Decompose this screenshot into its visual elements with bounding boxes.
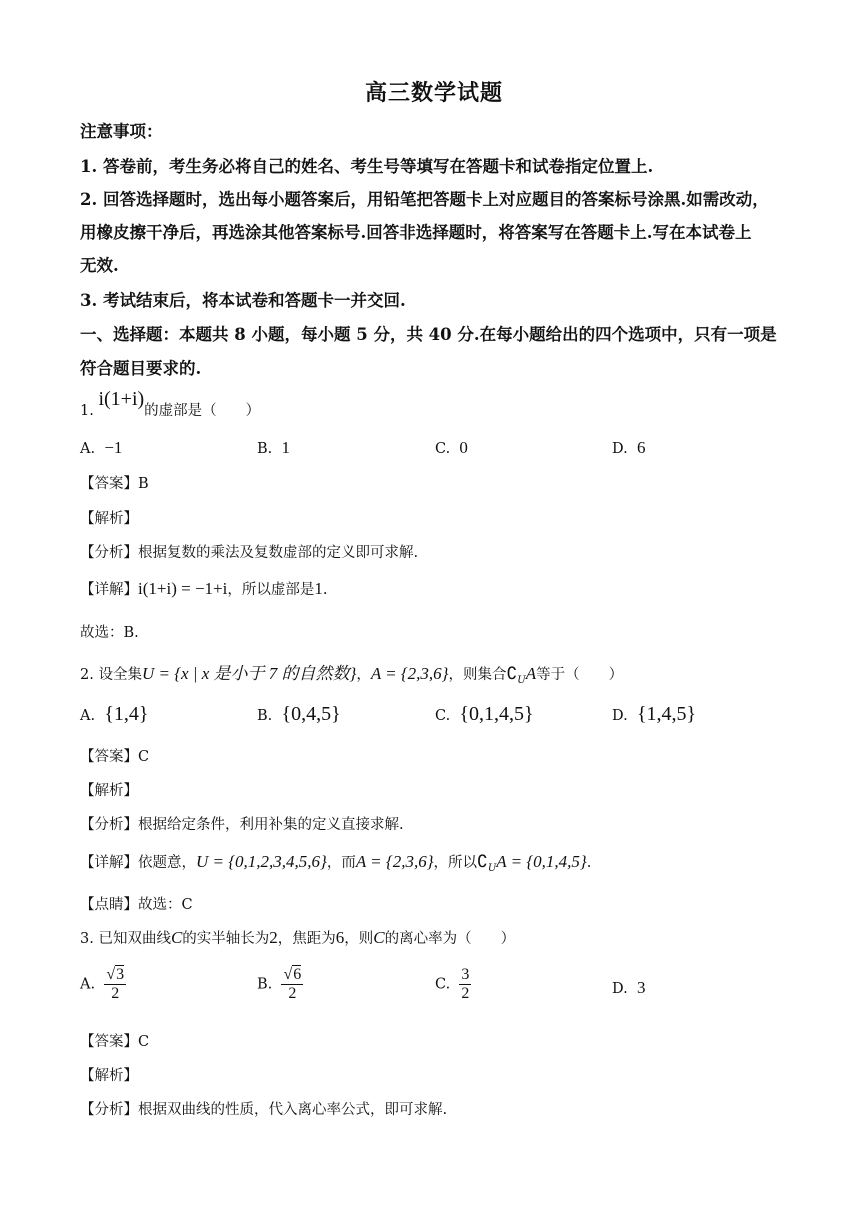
fraction: $\frac{√6}{2}$ [283, 966, 302, 1002]
question-2-universal-set: U = {x | x 是小于 7 的自然数} [141, 664, 357, 683]
question-3-text: 的实半轴长为 [182, 931, 270, 947]
q2-option-d [612, 703, 696, 726]
fraction-denominator: 2 [461, 985, 470, 1002]
q3-option-c [435, 966, 471, 1003]
xiangjie-text: ，所以 [433, 855, 478, 871]
q2-dianjing [80, 893, 193, 914]
page-title: 高三数学试题 [364, 80, 503, 106]
q2-answer [80, 745, 149, 766]
xiangjie-label: 【详解】 [80, 855, 138, 871]
option-value: −1 [104, 438, 123, 457]
option-value: 3 [636, 978, 646, 997]
xiangjie-text: ，而 [326, 855, 356, 871]
xiangjie-text: 依题意， [138, 855, 196, 871]
fraction-numerator: 6 [293, 966, 302, 983]
notice-item-1: 1. 答卷前，考生务必将自己的姓名、考生号等填写在答题卡和试卷指定位置上. [80, 157, 654, 176]
option-label: B. [257, 976, 273, 993]
fraction-numerator: 3 [116, 966, 125, 983]
question-1-number: 1. [80, 403, 94, 419]
q1-xiangjie [80, 578, 327, 599]
xiangjie-value: 1 [314, 579, 323, 598]
q1-option-a [80, 438, 122, 458]
semi-axis-value: 2 [269, 928, 278, 947]
fraction-denominator: 2 [281, 984, 303, 1003]
q1-option-c [435, 438, 468, 458]
xiangjie-expression: i(1+i) = −1+i [138, 579, 228, 598]
xiangjie-end: . [586, 855, 592, 871]
xiangjie-result: A = {0,1,4,5} [496, 852, 587, 871]
focal-distance-value: 6 [335, 928, 345, 947]
q2-fenxi [80, 813, 404, 834]
option-label: C. [435, 976, 451, 993]
option-label: A. [80, 708, 96, 724]
option-label: D. [612, 708, 628, 724]
q1-choice [80, 621, 139, 642]
q1-option-b [257, 438, 290, 458]
q1-analysis-label: 【解析】 [80, 511, 138, 527]
fraction: $\frac{√3}{2}$ [106, 966, 125, 1002]
q3-answer [80, 1030, 149, 1051]
option-label: A. [80, 976, 96, 993]
notice-item-3: 3. 考试结束后，将本试卷和答题卡一并交回. [80, 291, 406, 310]
q2-option-c [435, 703, 534, 726]
xiangjie-universal-set: U = {0,1,2,3,4,5,6} [196, 852, 327, 871]
question-3 [80, 927, 515, 948]
answer-value: B [138, 476, 149, 492]
q3-analysis-label: 【解析】 [80, 1068, 138, 1084]
question-2 [80, 659, 623, 686]
complement-subscript: U [487, 862, 497, 874]
question-1 [80, 388, 261, 421]
choice-value: B. [123, 625, 139, 641]
dianjing-text: 故选：C [138, 897, 193, 913]
fenxi-text: 根据复数的乘法及复数虚部的定义即可求解. [138, 545, 419, 561]
option-label: D. [612, 441, 628, 457]
q2-analysis-label: 【解析】 [80, 783, 138, 799]
choice-label: 故选： [80, 625, 124, 641]
option-label: B. [257, 708, 273, 724]
fenxi-label: 【分析】 [80, 1102, 138, 1118]
fenxi-text: 根据给定条件，利用补集的定义直接求解. [138, 817, 404, 833]
notice-item-2-line-2: 用橡皮擦干净后，再选涂其他答案标号.回答非选择题时，将答案写在答题卡上.写在本试卷上 [80, 223, 752, 242]
complement-symbol: ∁ [506, 664, 518, 683]
question-3-number: 3. 已知双曲线 [80, 931, 171, 947]
question-3-text-end: 的离心率为（ ） [384, 931, 516, 947]
q3-fenxi [80, 1098, 447, 1119]
option-label: B. [257, 441, 273, 457]
notice-heading: 注意事项： [80, 122, 163, 141]
q2-xiangjie [80, 851, 591, 874]
q2-option-b [257, 703, 341, 726]
q3-option-b [257, 966, 303, 1003]
q1-fenxi [80, 541, 418, 562]
fenxi-label: 【分析】 [80, 545, 138, 561]
question-2-text-end: 等于（ ） [536, 667, 624, 683]
answer-label: 【答案】 [80, 476, 138, 492]
fenxi-text: 根据双曲线的性质，代入离心率公式，即可求解. [138, 1102, 448, 1118]
notice-item-2-line-1: 2. 回答选择题时，选出每小题答案后，用铅笔把答题卡上对应题目的答案标号涂黑.如需改动， [80, 190, 769, 209]
option-label: C. [435, 708, 451, 724]
question-2-separator: ， [356, 667, 371, 683]
answer-label: 【答案】 [80, 749, 138, 765]
notice-item-2-line-3: 无效. [80, 256, 119, 275]
option-label: D. [612, 981, 628, 997]
option-value: {0,1,4,5} [459, 703, 534, 725]
option-value: {1,4,5} [636, 703, 697, 725]
option-value: {0,4,5} [281, 703, 341, 725]
xiangjie-set-a: A = {2,3,6} [355, 852, 434, 871]
option-value: 6 [636, 438, 646, 457]
complement-subscript: U [517, 674, 526, 686]
question-3-text: ，则 [344, 931, 374, 947]
fenxi-label: 【分析】 [80, 817, 138, 833]
question-2-number: 2. 设全集 [80, 667, 142, 683]
question-3-text: ，焦距为 [277, 931, 336, 947]
xiangjie-label: 【详解】 [80, 582, 138, 598]
section-heading-line-2: 符合题目要求的. [80, 359, 202, 378]
xiangjie-text: ，所以虚部是 [227, 582, 315, 598]
fraction [459, 966, 471, 1003]
section-heading-line-1: 一、选择题：本题共 8 小题，每小题 5 分，共 40 分.在每小题给出的四个选项中，只有一项是 [80, 325, 777, 344]
option-value: 0 [459, 438, 468, 457]
curve-c: C [373, 928, 385, 947]
dianjing-label: 【点睛】 [80, 897, 138, 913]
option-label: C. [435, 441, 451, 457]
complement-symbol: ∁ [477, 852, 488, 871]
option-value: 1 [281, 438, 290, 457]
fraction-denominator: 2 [104, 984, 126, 1003]
q1-answer [80, 472, 149, 493]
q3-option-d [612, 978, 645, 998]
option-label: A. [80, 441, 96, 457]
complement-set: A [525, 664, 537, 683]
curve-c: C [170, 928, 183, 947]
q1-option-d [612, 438, 645, 458]
answer-label: 【答案】 [80, 1034, 138, 1050]
question-1-text: 的虚部是（ ） [144, 403, 261, 419]
answer-value: C [138, 1034, 150, 1050]
question-2-set-a: A = {2,3,6} [370, 664, 449, 683]
question-2-text: ，则集合 [448, 667, 507, 683]
q3-option-a [80, 966, 126, 1003]
option-value: {1,4} [104, 703, 149, 725]
xiangjie-end: . [322, 582, 328, 598]
fraction-numerator: 3 [461, 966, 470, 983]
question-1-expression: i(1+i) [98, 388, 145, 410]
q2-option-a [80, 703, 149, 726]
answer-value: C [138, 749, 150, 765]
